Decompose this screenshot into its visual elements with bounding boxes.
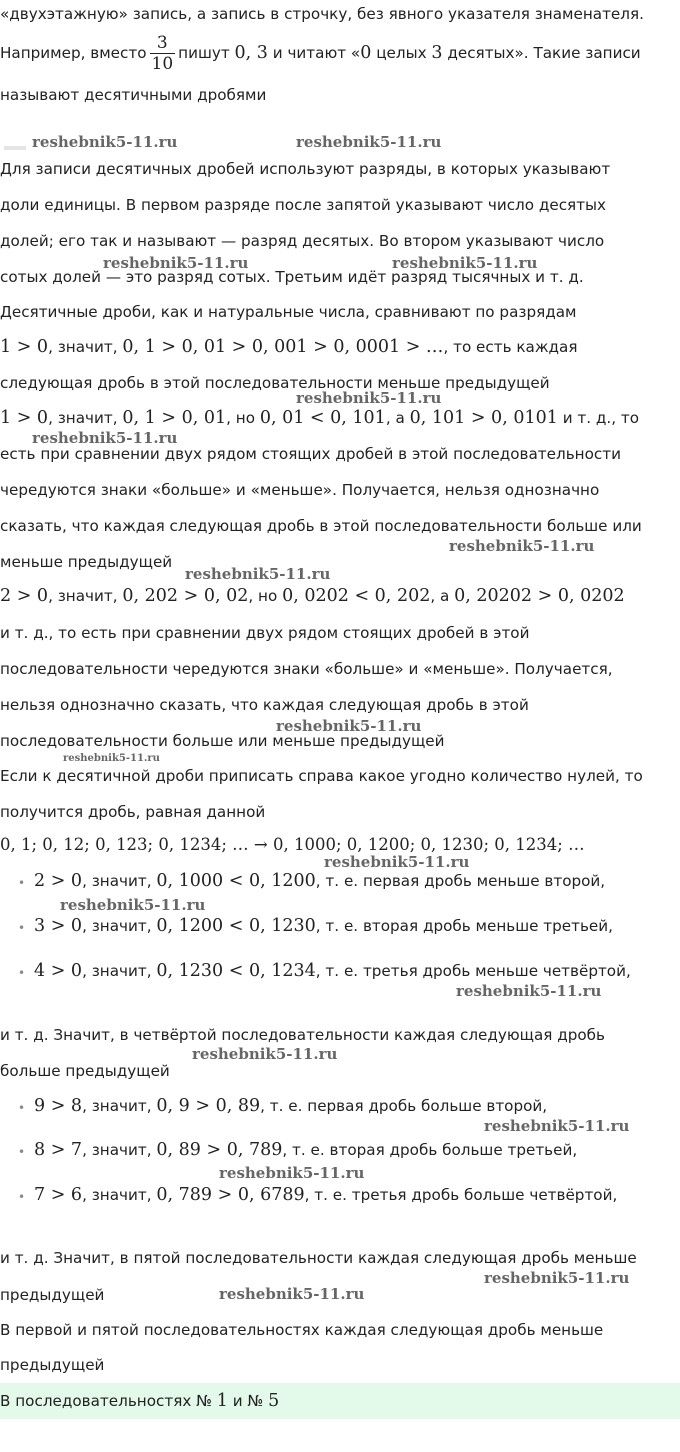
watermark: reshebnik5-11.ru [484, 1117, 630, 1135]
watermark: reshebnik5-11.ru [103, 254, 249, 272]
watermark: reshebnik5-11.ru [456, 982, 602, 1000]
list4-item: 3 > 0, значит, 0, 1200 < 0, 1230, т. е. вторая дробь меньше третьей, [34, 916, 613, 936]
bullet-icon: • [18, 966, 26, 980]
seq3-text-line: нельзя однозначно сказать, что каждая следующая дробь в этой [0, 696, 529, 714]
list5-item: 9 > 8, значит, 0, 9 > 0, 89, т. е. первая дробь больше второй, [34, 1096, 548, 1116]
intro-line-3: называют десятичными дробями [0, 86, 267, 104]
para1-line: Десятичные дроби, как и натуральные числа, сравнивают по разрядам [0, 303, 577, 321]
seq2-text-line: сказать, что каждая следующая дробь в этой последовательности больше или [0, 517, 642, 535]
seq1-text-line: следующая дробь в этой последовательности меньше предыдущей [0, 374, 550, 392]
watermark: reshebnik5-11.ru [192, 1045, 338, 1063]
zeros-math-line: 0, 1; 0, 12; 0, 123; 0, 1234; … → 0, 1000; 0, 1200; 0, 1230; 0, 1234; … [0, 835, 585, 854]
watermark: reshebnik5-11.ru [296, 389, 442, 407]
watermark: reshebnik5-11.ru [63, 753, 160, 764]
seq2-text-line: есть при сравнении двух рядом стоящих дробей в этой последовательности [0, 445, 621, 463]
watermark: reshebnik5-11.ru [296, 133, 442, 151]
zeros-text-line: получится дробь, равная данной [0, 803, 266, 821]
bullet-icon: • [18, 1190, 26, 1204]
list4-item: 2 > 0, значит, 0, 1000 < 0, 1200, т. е. первая дробь меньше второй, [34, 871, 606, 891]
list4-item: 4 > 0, значит, 0, 1230 < 0, 1234, т. е. третья дробь меньше четвёртой, [34, 961, 631, 981]
watermark: reshebnik5-11.ru [392, 254, 538, 272]
watermark: reshebnik5-11.ru [324, 853, 470, 871]
watermark: reshebnik5-11.ru [60, 896, 206, 914]
seq2-math-line: 1 > 0, значит, 0, 1 > 0, 01, но 0, 01 < 0, 101, а 0, 101 > 0, 0101 и т. д., то [0, 408, 640, 428]
concl5-line: предыдущей [0, 1286, 105, 1304]
watermark: reshebnik5-11.ru [276, 717, 422, 735]
seq1-math-line: 1 > 0, значит, 0, 1 > 0, 01 > 0, 001 > 0, 0001 > …, то есть каждая [0, 337, 578, 357]
para1-line: доли единицы. В первом разряде после запятой указывают число десятых [0, 196, 607, 214]
watermark: reshebnik5-11.ru [219, 1164, 365, 1182]
concl4-line: больше предыдущей [0, 1062, 170, 1080]
list5-item: 7 > 6, значит, 0, 789 > 0, 6789, т. е. третья дробь больше четвёртой, [34, 1185, 618, 1205]
watermark: reshebnik5-11.ru [32, 133, 178, 151]
watermark: reshebnik5-11.ru [185, 565, 331, 583]
intro-line-2: Например, вместо $\frac{3}{10}$ пишут 0, 3 и читают «0 целых 3 десятых». Такие записи [0, 33, 641, 74]
seq2-text-line: меньше предыдущей [0, 553, 173, 571]
answer-box [0, 1383, 680, 1419]
bullet-icon: • [18, 921, 26, 935]
list5-item: 8 > 7, значит, 0, 89 > 0, 789, т. е. вторая дробь больше третьей, [34, 1140, 578, 1160]
para1-line: сотых долей — это разряд сотых. Третьим идёт разряд тысячных и т. д. [0, 268, 584, 286]
concl5-line: и т. д. Значит, в пятой последовательности каждая следующая дробь меньше [0, 1249, 637, 1267]
seq3-text-line: и т. д., то есть при сравнении двух рядом стоящих дробей в этой [0, 624, 530, 642]
watermark: reshebnik5-11.ru [484, 1269, 630, 1287]
seq3-text-line: последовательности чередуются знаки «больше» и «меньше». Получается, [0, 660, 613, 678]
watermark: reshebnik5-11.ru [219, 1285, 365, 1303]
seq3-text-line: последовательности больше или меньше предыдущей [0, 732, 445, 750]
bullet-icon: • [18, 1145, 26, 1159]
seq2-text-line: чередуются знаки «больше» и «меньше». Получается, нельзя однозначно [0, 481, 600, 499]
watermark-bar [4, 146, 26, 150]
intro-line-1: «двухэтажную» запись, а запись в строчку, без явного указателя знаменателя. [0, 5, 644, 23]
seq3-math-line: 2 > 0, значит, 0, 202 > 0, 02, но 0, 0202 < 0, 202, а 0, 20202 > 0, 0202 [0, 586, 625, 606]
summary-line: В первой и пятой последовательностях каждая следующая дробь меньше [0, 1321, 604, 1339]
bullet-icon: • [18, 876, 26, 890]
bullet-icon: • [18, 1101, 26, 1115]
para1-line: долей; его так и называют — разряд десятых. Во втором указывают число [0, 232, 605, 250]
concl4-line: и т. д. Значит, в четвёртой последовательности каждая следующая дробь [0, 1026, 605, 1044]
answer-text: В последовательностях № 1 и № 5 [0, 1391, 280, 1411]
watermark: reshebnik5-11.ru [32, 429, 178, 447]
summary-line: предыдущей [0, 1356, 105, 1374]
watermark: reshebnik5-11.ru [449, 537, 595, 555]
para1-line: Для записи десятичных дробей используют разряды, в которых указывают [0, 160, 611, 178]
fraction-3-10: $\frac{3}{10}$ [151, 33, 174, 74]
zeros-text-line: Если к десятичной дроби приписать справа какое угодно количество нулей, то [0, 767, 643, 785]
